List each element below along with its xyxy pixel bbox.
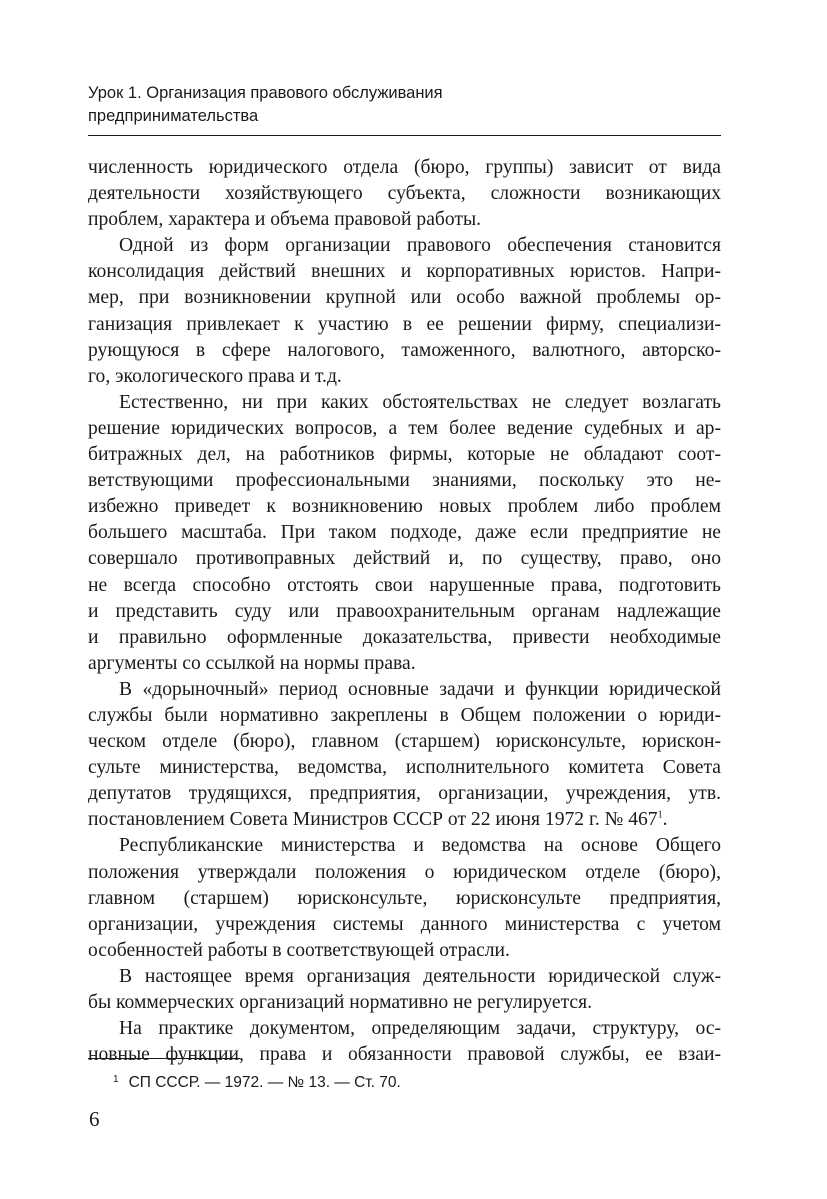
paragraph-line: сульте министерства, ведомства, исполнительного комитета Совета bbox=[88, 757, 721, 779]
paragraph-line: совершало противоправных действий и, по существу, право, оно bbox=[88, 548, 721, 570]
paragraph-line: решение юридических вопросов, а тем более ведение судебных и ар- bbox=[88, 417, 721, 439]
footnote-mark: 1 bbox=[113, 1074, 119, 1085]
paragraph-line: главном (старшем) юрисконсульте, юрисконсульте предприятия, bbox=[88, 887, 721, 909]
paragraph-line: рующуюся в сфере налогового, таможенного, валютного, авторско- bbox=[88, 339, 721, 361]
running-title-line-1: Урок 1. Организация правового обслуживания bbox=[88, 84, 443, 102]
page-number: 6 bbox=[89, 1107, 100, 1131]
paragraph-line: ганизация привлекает к участию в ее решении фирму, специализи- bbox=[88, 313, 721, 335]
footnote-text: СП СССР. — 1972. — № 13. — Ст. 70. bbox=[128, 1074, 401, 1091]
paragraph-line: Естественно, ни при каких обстоятельствах не следует возлагать bbox=[119, 391, 721, 413]
paragraph-line: новные функции, права и обязанности правовой службы, ее взаи- bbox=[88, 1044, 721, 1066]
paragraph-line: бы коммерческих организаций нормативно не регулируется. bbox=[88, 992, 593, 1013]
paragraph-line: депутатов трудящихся, предприятия, организации, учреждения, утв. bbox=[88, 783, 721, 805]
paragraph-line: и правильно оформленные доказательства, привести необходимые bbox=[88, 626, 721, 648]
paragraph-line: особенностей работы в соответствующей отрасли. bbox=[88, 939, 510, 961]
paragraph-line-with-footnote bbox=[88, 807, 721, 833]
paragraph-line: и представить суду или правоохранительным органам надлежащие bbox=[88, 600, 721, 622]
paragraph-line: положения утверждали положения о юридическом отделе (бюро), bbox=[88, 861, 721, 883]
footnote bbox=[113, 1070, 713, 1093]
paragraph-line: Республиканские министерства и ведомства на основе Общего bbox=[119, 835, 721, 857]
paragraph-line: организации, учреждения системы данного министерства с учетом bbox=[88, 913, 721, 935]
paragraph-line: ветствующими профессиональными знаниями, поскольку это не- bbox=[88, 470, 721, 492]
running-header bbox=[88, 82, 728, 128]
paragraph-line: деятельности хозяйствующего субъекта, сложности возникающих bbox=[88, 183, 721, 205]
paragraph-line: мер, при возникновении крупной или особо важной проблемы ор- bbox=[88, 287, 721, 309]
paragraph-line: большего масштаба. При таком подходе, даже если предприятие не bbox=[88, 522, 721, 544]
running-title-line-2: предпринимательства bbox=[88, 107, 259, 125]
paragraph-line: аргументы со ссылкой на нормы права. bbox=[88, 652, 416, 674]
paragraph-line: Одной из форм организации правового обеспечения становится bbox=[119, 235, 721, 257]
paragraph-line: В «дорыночный» период основные задачи и функции юридической bbox=[119, 678, 721, 700]
paragraph-line: На практике документом, определяющим задачи, структуру, ос- bbox=[119, 1018, 721, 1040]
paragraph-line-text: постановлением Совета Министров СССР от 22 июня 1972 г. № 467 bbox=[88, 809, 658, 831]
paragraph-line: В настоящее время организация деятельности юридической служ- bbox=[119, 965, 721, 987]
sentence-end: . bbox=[662, 809, 668, 831]
paragraph-line: консолидация действий внешних и корпоративных юристов. Напри- bbox=[88, 261, 721, 283]
paragraph-line: не всегда способно отстоять свои нарушенные права, подготовить bbox=[88, 574, 721, 596]
paragraph-line: численность юридического отдела (бюро, группы) зависит от вида bbox=[88, 157, 721, 178]
paragraph-line: службы были нормативно закреплены в Общем положении о юриди- bbox=[88, 704, 721, 726]
main-text bbox=[88, 155, 721, 1068]
header-divider bbox=[88, 135, 721, 136]
footnote-reference[interactable]: 1 bbox=[657, 809, 663, 821]
paragraph-line: битражных дел, на работников фирмы, которые не обладают соот- bbox=[88, 444, 721, 466]
footnote-divider bbox=[88, 1058, 240, 1059]
paragraph-line: проблем, характера и объема правовой работы. bbox=[88, 209, 482, 231]
paragraph-line: го, экологического права и т.д. bbox=[88, 365, 342, 387]
paragraph-line: избежно приведет к возникновению новых проблем либо проблем bbox=[88, 496, 721, 518]
paragraph-line: ческом отделе (бюро), главном (старшем) юрисконсульте, юрискон- bbox=[88, 731, 721, 753]
